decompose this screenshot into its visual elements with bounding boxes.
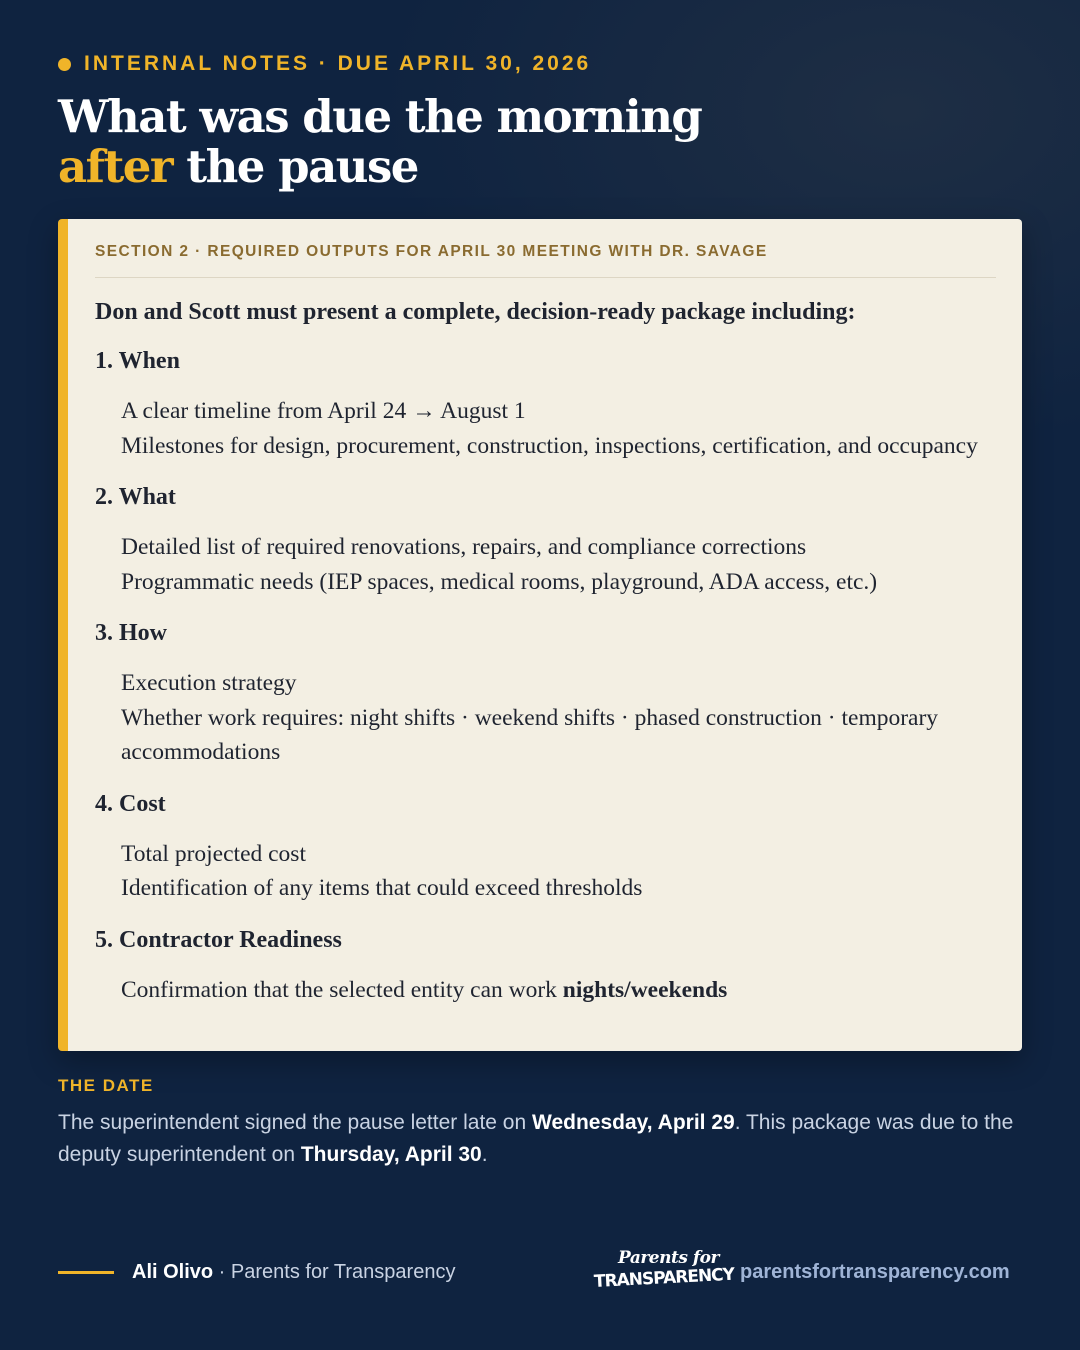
item-lines-contractor-readiness	[95, 973, 996, 1008]
author-org: · Parents for Transparency	[213, 1261, 456, 1283]
item-lines-cost	[95, 837, 996, 906]
line-emphasis: nights/weekends	[562, 976, 728, 1003]
list-item: Milestones for design, procurement, construction, inspections, certification, and occupancy	[121, 432, 978, 459]
list-item: Whether work requires: night shifts · weekend shifts · phased construction · temporary accommodations	[121, 704, 939, 765]
page-title	[58, 92, 701, 192]
eyebrow-text: INTERNAL NOTES · DUE APRIL 30, 2026	[84, 52, 592, 75]
list-item: A clear timeline from April 24 → August 1	[121, 398, 526, 424]
date-bold-2: Thursday, April 30	[300, 1143, 482, 1166]
website-link[interactable]: parentsfortransparency.com	[740, 1261, 1010, 1283]
bullet-dot-icon	[58, 58, 71, 71]
list-item	[121, 973, 996, 1008]
logo-line-1: Parents for	[618, 1248, 719, 1268]
author-name: Ali Olivo	[132, 1261, 214, 1283]
logo-line-2: TRANSPARENCY	[593, 1264, 735, 1292]
date-text-part: . This package was due to the deputy superintendent on	[58, 1111, 1014, 1166]
title-rest: the pause	[172, 140, 418, 193]
date-text	[58, 1107, 1028, 1171]
item-lines-how	[95, 666, 996, 770]
list-item: Identification of any items that could exceed thresholds	[121, 875, 643, 901]
notes-card	[58, 219, 1022, 1051]
section-label: SECTION 2 · REQUIRED OUTPUTS FOR APRIL 30 MEETING WITH DR. SAVAGE	[95, 243, 996, 278]
item-title-cost: 4. Cost	[95, 790, 166, 817]
intro-text: Don and Scott must present a complete, decision-ready package including:	[95, 299, 856, 325]
date-text-part: The superintendent signed the pause letter late on	[58, 1111, 532, 1134]
line-text: Confirmation that the selected entity can work	[121, 976, 563, 1003]
list-item: Execution strategy	[121, 670, 297, 696]
item-title-when: 1. When	[95, 348, 180, 374]
date-label: THE DATE	[58, 1076, 154, 1095]
brand-logo	[593, 1248, 735, 1300]
item-title-contractor-readiness: 5. Contractor Readiness	[95, 926, 342, 953]
list-item: Detailed list of required renovations, repairs, and compliance corrections	[121, 534, 807, 560]
item-title-what: 2. What	[95, 484, 176, 510]
item-lines-when	[95, 394, 996, 463]
date-text-part: .	[481, 1143, 488, 1166]
title-accent: after	[58, 140, 173, 193]
title-line-1: What was due the morning	[58, 90, 702, 143]
eyebrow	[58, 52, 591, 76]
byline	[132, 1261, 455, 1284]
item-lines-what	[95, 530, 996, 599]
footer-divider	[58, 1271, 114, 1274]
item-title-how: 3. How	[95, 620, 167, 646]
list-item: Total projected cost	[121, 840, 306, 867]
date-bold-1: Wednesday, April 29	[532, 1111, 735, 1134]
list-item: Programmatic needs (IEP spaces, medical rooms, playground, ADA access, etc.)	[121, 568, 878, 595]
